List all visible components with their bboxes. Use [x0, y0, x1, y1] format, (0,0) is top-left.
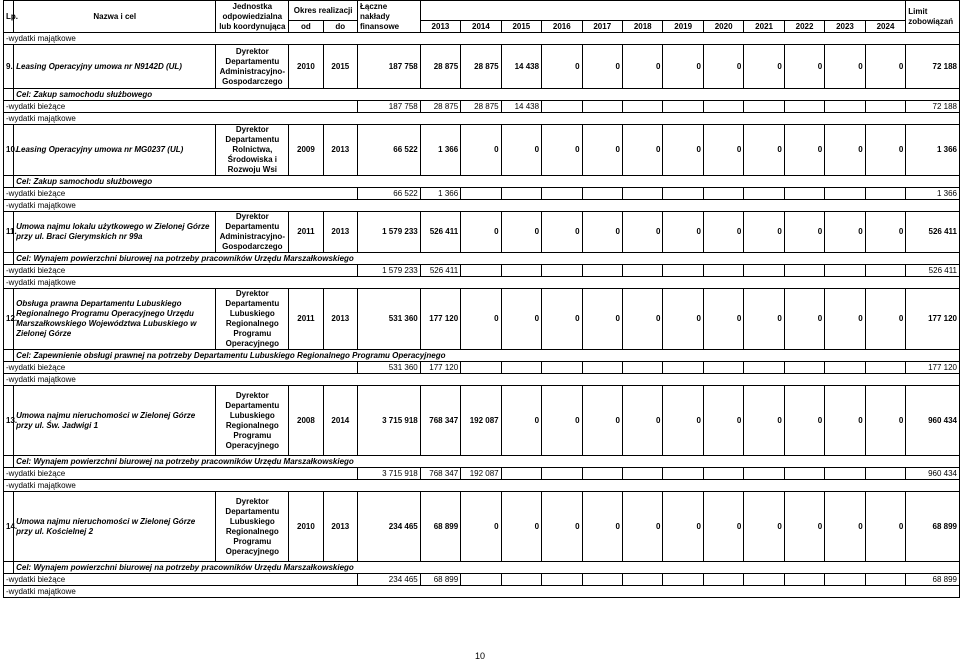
biezace-year-value: [542, 362, 582, 374]
cel-row: [4, 562, 960, 574]
biezace-label: -wydatki bieżące: [4, 574, 358, 586]
row-jednostka: Dyrektor Departamentu Administracyjno-Gospodarczego: [216, 212, 289, 253]
row-year-value: 0: [744, 492, 784, 562]
biezace-year-value: [461, 574, 501, 586]
biezace-label: -wydatki bieżące: [4, 101, 358, 113]
row-year-value: 0: [865, 212, 906, 253]
row-year-value: 0: [542, 212, 582, 253]
row-year-value: 0: [825, 492, 865, 562]
row-do: 2014: [323, 386, 357, 456]
cel-spacer: [4, 176, 14, 188]
biezace-limit: 526 411: [906, 265, 960, 277]
biezace-year-value: [663, 468, 703, 480]
row-od: 2011: [289, 289, 323, 350]
row-year-value: 1 366: [420, 125, 460, 176]
biezace-year-value: [825, 362, 865, 374]
biezace-year-value: [744, 468, 784, 480]
row-year-value: 0: [461, 289, 501, 350]
cel-spacer: [4, 456, 14, 468]
row-year-value: 0: [703, 386, 743, 456]
cel-text: Cel: Zakup samochodu służbowego: [14, 89, 960, 101]
header-year: 2022: [784, 21, 824, 33]
row-year-value: 0: [663, 212, 703, 253]
biezace-year-value: [582, 468, 622, 480]
header-year: 2013: [420, 21, 460, 33]
cel-spacer: [4, 350, 14, 362]
biezace-row: [4, 101, 960, 113]
header-year: 2021: [744, 21, 784, 33]
biezace-year-value: [622, 265, 662, 277]
biezace-row: [4, 265, 960, 277]
biezace-row: [4, 188, 960, 200]
biezace-total: 187 758: [358, 101, 421, 113]
biezace-year-value: [582, 265, 622, 277]
row-year-value: 0: [582, 492, 622, 562]
project-row: [4, 45, 960, 89]
row-jednostka: Dyrektor Departamentu Lubuskiego Regionalnego Programu Operacyjnego: [216, 386, 289, 456]
majatkowe-row: [4, 374, 960, 386]
row-year-value: 0: [663, 45, 703, 89]
row-do: 2013: [323, 289, 357, 350]
biezace-year-value: 526 411: [420, 265, 460, 277]
biezace-total: 234 465: [358, 574, 421, 586]
biezace-year-value: [744, 101, 784, 113]
biezace-year-value: 28 875: [461, 101, 501, 113]
row-do: 2015: [323, 45, 357, 89]
row-od: 2008: [289, 386, 323, 456]
row-lp: 9.: [4, 45, 14, 89]
row-year-value: 0: [582, 289, 622, 350]
biezace-limit: 68 899: [906, 574, 960, 586]
biezace-year-value: [501, 265, 541, 277]
biezace-year-value: [784, 468, 824, 480]
cel-row: [4, 456, 960, 468]
biezace-year-value: [865, 574, 906, 586]
row-year-value: 0: [622, 212, 662, 253]
row-total: 3 715 918: [358, 386, 421, 456]
row-year-value: 0: [542, 289, 582, 350]
row-year-value: 0: [784, 492, 824, 562]
cel-text: Cel: Wynajem powierzchni biurowej na potrzeby pracowników Urzędu Marszałkowskiego: [14, 456, 960, 468]
row-od: 2011: [289, 212, 323, 253]
biezace-total: 3 715 918: [358, 468, 421, 480]
biezace-limit: 960 434: [906, 468, 960, 480]
row-total: 187 758: [358, 45, 421, 89]
row-year-value: 0: [501, 212, 541, 253]
biezace-year-value: [582, 574, 622, 586]
row-year-value: 0: [461, 492, 501, 562]
cel-text: Cel: Zapewnienie obsługi prawnej na potrzeby Departamentu Lubuskiego Regionalnego Programu Operacyjnego: [14, 350, 960, 362]
row-year-value: 0: [542, 386, 582, 456]
row-year-value: 177 120: [420, 289, 460, 350]
row-year-value: 0: [744, 212, 784, 253]
biezace-year-value: [865, 362, 906, 374]
biezace-year-value: [663, 188, 703, 200]
majatkowe-label: -wydatki majątkowe: [4, 200, 960, 212]
header-okres: Okres realizacji: [289, 1, 358, 21]
majatkowe-label: -wydatki majątkowe: [4, 586, 960, 598]
biezace-row: [4, 468, 960, 480]
row-year-value: 0: [501, 125, 541, 176]
row-year-value: 28 875: [461, 45, 501, 89]
row-year-value: 0: [825, 289, 865, 350]
biezace-row: [4, 574, 960, 586]
cel-row: [4, 253, 960, 265]
row-lp: 14.: [4, 492, 14, 562]
biezace-year-value: [744, 188, 784, 200]
biezace-row: [4, 362, 960, 374]
biezace-limit: 177 120: [906, 362, 960, 374]
majatkowe-row: [4, 113, 960, 125]
project-row: [4, 125, 960, 176]
biezace-year-value: 28 875: [420, 101, 460, 113]
row-year-value: 0: [865, 492, 906, 562]
row-year-value: 0: [501, 386, 541, 456]
project-row: [4, 386, 960, 456]
biezace-limit: 72 188: [906, 101, 960, 113]
header-nazwa: Nazwa i cel: [14, 1, 216, 33]
row-year-value: 0: [825, 212, 865, 253]
row-year-value: 0: [622, 45, 662, 89]
biezace-year-value: [865, 188, 906, 200]
row-limit: 72 188: [906, 45, 960, 89]
row-lp: 12.: [4, 289, 14, 350]
row-limit: 68 899: [906, 492, 960, 562]
biezace-year-value: [663, 265, 703, 277]
biezace-year-value: [663, 362, 703, 374]
row-year-value: 0: [663, 125, 703, 176]
row-year-value: 0: [784, 386, 824, 456]
row-do: 2013: [323, 492, 357, 562]
row-year-value: 0: [703, 492, 743, 562]
project-row: [4, 212, 960, 253]
header-jednostka: Jednostka odpowiedzialna lub koordynująca: [216, 1, 289, 33]
biezace-total: 1 579 233: [358, 265, 421, 277]
row-limit: 526 411: [906, 212, 960, 253]
page-number: 10: [474, 651, 485, 661]
row-year-value: 0: [461, 125, 501, 176]
top-majatkowe-row: -wydatki majątkowe: [4, 33, 960, 45]
biezace-year-value: 177 120: [420, 362, 460, 374]
biezace-year-value: 768 347: [420, 468, 460, 480]
biezace-year-value: 68 899: [420, 574, 460, 586]
majatkowe-label: -wydatki majątkowe: [4, 374, 960, 386]
row-year-value: 0: [542, 492, 582, 562]
biezace-year-value: [865, 101, 906, 113]
cel-spacer: [4, 562, 14, 574]
header-year: 2014: [461, 21, 501, 33]
majatkowe-row: [4, 200, 960, 212]
row-nazwa: Umowa najmu nieruchomości w Zielonej Górze przy ul. Kościelnej 2: [14, 492, 216, 562]
biezace-year-value: [784, 101, 824, 113]
header-limit: Limit zobowiązań: [906, 1, 960, 33]
biezace-year-value: [542, 468, 582, 480]
biezace-year-value: [703, 188, 743, 200]
header-year: 2016: [542, 21, 582, 33]
biezace-label: -wydatki bieżące: [4, 362, 358, 374]
row-do: 2013: [323, 125, 357, 176]
row-year-value: 0: [501, 492, 541, 562]
header-year: 2017: [582, 21, 622, 33]
row-year-value: 526 411: [420, 212, 460, 253]
header-year: 2015: [501, 21, 541, 33]
biezace-year-value: [501, 188, 541, 200]
cel-spacer: [4, 253, 14, 265]
biezace-year-value: 1 366: [420, 188, 460, 200]
row-year-value: 0: [703, 289, 743, 350]
row-year-value: 0: [744, 125, 784, 176]
biezace-year-value: [703, 265, 743, 277]
biezace-year-value: [622, 362, 662, 374]
biezace-label: -wydatki bieżące: [4, 265, 358, 277]
biezace-year-value: [784, 574, 824, 586]
row-year-value: 0: [744, 386, 784, 456]
biezace-year-value: [663, 101, 703, 113]
biezace-label: -wydatki bieżące: [4, 468, 358, 480]
cel-row: [4, 350, 960, 362]
biezace-year-value: [542, 101, 582, 113]
header-year: 2019: [663, 21, 703, 33]
header-do: do: [323, 21, 357, 33]
row-jednostka: Dyrektor Departamentu Rolnictwa, Środowiska i Rozwoju Wsi: [216, 125, 289, 176]
majatkowe-row: [4, 480, 960, 492]
row-year-value: 0: [582, 125, 622, 176]
header-years-band: [420, 1, 906, 21]
biezace-year-value: [703, 362, 743, 374]
biezace-year-value: [784, 188, 824, 200]
row-year-value: 0: [703, 45, 743, 89]
row-nazwa: Umowa najmu nieruchomości w Zielonej Górze przy ul. Św. Jadwigi 1: [14, 386, 216, 456]
row-do: 2013: [323, 212, 357, 253]
row-year-value: 14 438: [501, 45, 541, 89]
biezace-year-value: [461, 265, 501, 277]
expenditure-table: [3, 0, 960, 598]
row-jednostka: Dyrektor Departamentu Lubuskiego Regionalnego Programu Operacyjnego: [216, 289, 289, 350]
header-year: 2023: [825, 21, 865, 33]
biezace-year-value: [825, 265, 865, 277]
row-nazwa: Leasing Operacyjny umowa nr N9142D (UL): [14, 45, 216, 89]
row-total: 66 522: [358, 125, 421, 176]
row-od: 2010: [289, 45, 323, 89]
row-year-value: 0: [865, 45, 906, 89]
row-nazwa: Leasing Operacyjny umowa nr MG0237 (UL): [14, 125, 216, 176]
row-year-value: 0: [825, 386, 865, 456]
row-year-value: 0: [784, 45, 824, 89]
biezace-year-value: 14 438: [501, 101, 541, 113]
row-year-value: 0: [622, 386, 662, 456]
cel-row: [4, 89, 960, 101]
row-year-value: 0: [622, 492, 662, 562]
row-year-value: 0: [622, 125, 662, 176]
biezace-year-value: [703, 574, 743, 586]
biezace-year-value: [865, 265, 906, 277]
cel-row: [4, 176, 960, 188]
biezace-year-value: [501, 362, 541, 374]
biezace-year-value: [501, 468, 541, 480]
biezace-year-value: [582, 188, 622, 200]
row-year-value: 28 875: [420, 45, 460, 89]
row-year-value: 0: [582, 212, 622, 253]
row-year-value: 0: [501, 289, 541, 350]
biezace-year-value: [622, 468, 662, 480]
row-year-value: 0: [865, 289, 906, 350]
biezace-year-value: [501, 574, 541, 586]
biezace-year-value: [622, 188, 662, 200]
header-naklady: Łączne nakłady finansowe: [358, 1, 421, 33]
biezace-year-value: [461, 188, 501, 200]
biezace-year-value: [703, 468, 743, 480]
row-year-value: 768 347: [420, 386, 460, 456]
row-year-value: 0: [784, 125, 824, 176]
biezace-year-value: [825, 468, 865, 480]
biezace-year-value: [744, 574, 784, 586]
cel-spacer: [4, 89, 14, 101]
biezace-year-value: [461, 362, 501, 374]
biezace-year-value: [825, 574, 865, 586]
majatkowe-row: [4, 277, 960, 289]
row-year-value: 0: [461, 212, 501, 253]
row-nazwa: Obsługa prawna Departamentu Lubuskiego Regionalnego Programu Operacyjnego Urzędu Marszałkowskiego Województwa Lubuskiego w Zielonej Górze: [14, 289, 216, 350]
biezace-year-value: [582, 362, 622, 374]
header-year: 2018: [622, 21, 662, 33]
row-year-value: 0: [744, 45, 784, 89]
row-year-value: 0: [703, 212, 743, 253]
row-jednostka: Dyrektor Departamentu Administracyjno-Gospodarczego: [216, 45, 289, 89]
biezace-year-value: [542, 265, 582, 277]
row-total: 234 465: [358, 492, 421, 562]
row-year-value: 0: [784, 289, 824, 350]
cel-text: Cel: Zakup samochodu służbowego: [14, 176, 960, 188]
row-year-value: 0: [582, 45, 622, 89]
row-year-value: 68 899: [420, 492, 460, 562]
row-nazwa: Umowa najmu lokalu użytkowego w Zielonej Górze przy ul. Braci Gierymskich nr 99a: [14, 212, 216, 253]
majatkowe-row: [4, 586, 960, 598]
biezace-year-value: [825, 101, 865, 113]
biezace-limit: 1 366: [906, 188, 960, 200]
row-year-value: 0: [744, 289, 784, 350]
biezace-total: 531 360: [358, 362, 421, 374]
row-jednostka: Dyrektor Departamentu Lubuskiego Regionalnego Programu Operacyjnego: [216, 492, 289, 562]
biezace-year-value: 192 087: [461, 468, 501, 480]
row-year-value: 0: [865, 125, 906, 176]
biezace-year-value: [784, 362, 824, 374]
project-row: [4, 492, 960, 562]
biezace-year-value: [784, 265, 824, 277]
row-year-value: 0: [825, 125, 865, 176]
row-year-value: 0: [703, 125, 743, 176]
biezace-year-value: [582, 101, 622, 113]
header-year: 2024: [865, 21, 906, 33]
row-limit: 1 366: [906, 125, 960, 176]
row-total: 531 360: [358, 289, 421, 350]
majatkowe-label: -wydatki majątkowe: [4, 277, 960, 289]
cel-text: Cel: Wynajem powierzchni biurowej na potrzeby pracowników Urzędu Marszałkowskiego: [14, 562, 960, 574]
row-year-value: 0: [663, 492, 703, 562]
row-lp: 10.: [4, 125, 14, 176]
biezace-year-value: [542, 574, 582, 586]
biezace-year-value: [703, 101, 743, 113]
header-od: od: [289, 21, 323, 33]
project-row: [4, 289, 960, 350]
biezace-year-value: [542, 188, 582, 200]
biezace-label: -wydatki bieżące: [4, 188, 358, 200]
row-year-value: 0: [663, 289, 703, 350]
row-year-value: 0: [865, 386, 906, 456]
biezace-total: 66 522: [358, 188, 421, 200]
row-lp: 13.: [4, 386, 14, 456]
biezace-year-value: [744, 265, 784, 277]
row-year-value: 0: [663, 386, 703, 456]
biezace-year-value: [744, 362, 784, 374]
biezace-year-value: [622, 101, 662, 113]
biezace-year-value: [825, 188, 865, 200]
majatkowe-label: -wydatki majątkowe: [4, 480, 960, 492]
biezace-year-value: [663, 574, 703, 586]
header-year: 2020: [703, 21, 743, 33]
row-year-value: 0: [582, 386, 622, 456]
cel-text: Cel: Wynajem powierzchni biurowej na potrzeby pracowników Urzędu Marszałkowskiego: [14, 253, 960, 265]
row-total: 1 579 233: [358, 212, 421, 253]
row-year-value: 0: [825, 45, 865, 89]
majatkowe-label: -wydatki majątkowe: [4, 113, 960, 125]
row-limit: 960 434: [906, 386, 960, 456]
biezace-year-value: [865, 468, 906, 480]
row-year-value: 0: [784, 212, 824, 253]
row-year-value: 0: [622, 289, 662, 350]
header-lp: Lp.: [4, 1, 14, 33]
row-year-value: 0: [542, 125, 582, 176]
row-year-value: 0: [542, 45, 582, 89]
row-od: 2009: [289, 125, 323, 176]
row-year-value: 192 087: [461, 386, 501, 456]
row-od: 2010: [289, 492, 323, 562]
row-limit: 177 120: [906, 289, 960, 350]
biezace-year-value: [622, 574, 662, 586]
row-lp: 11.: [4, 212, 14, 253]
